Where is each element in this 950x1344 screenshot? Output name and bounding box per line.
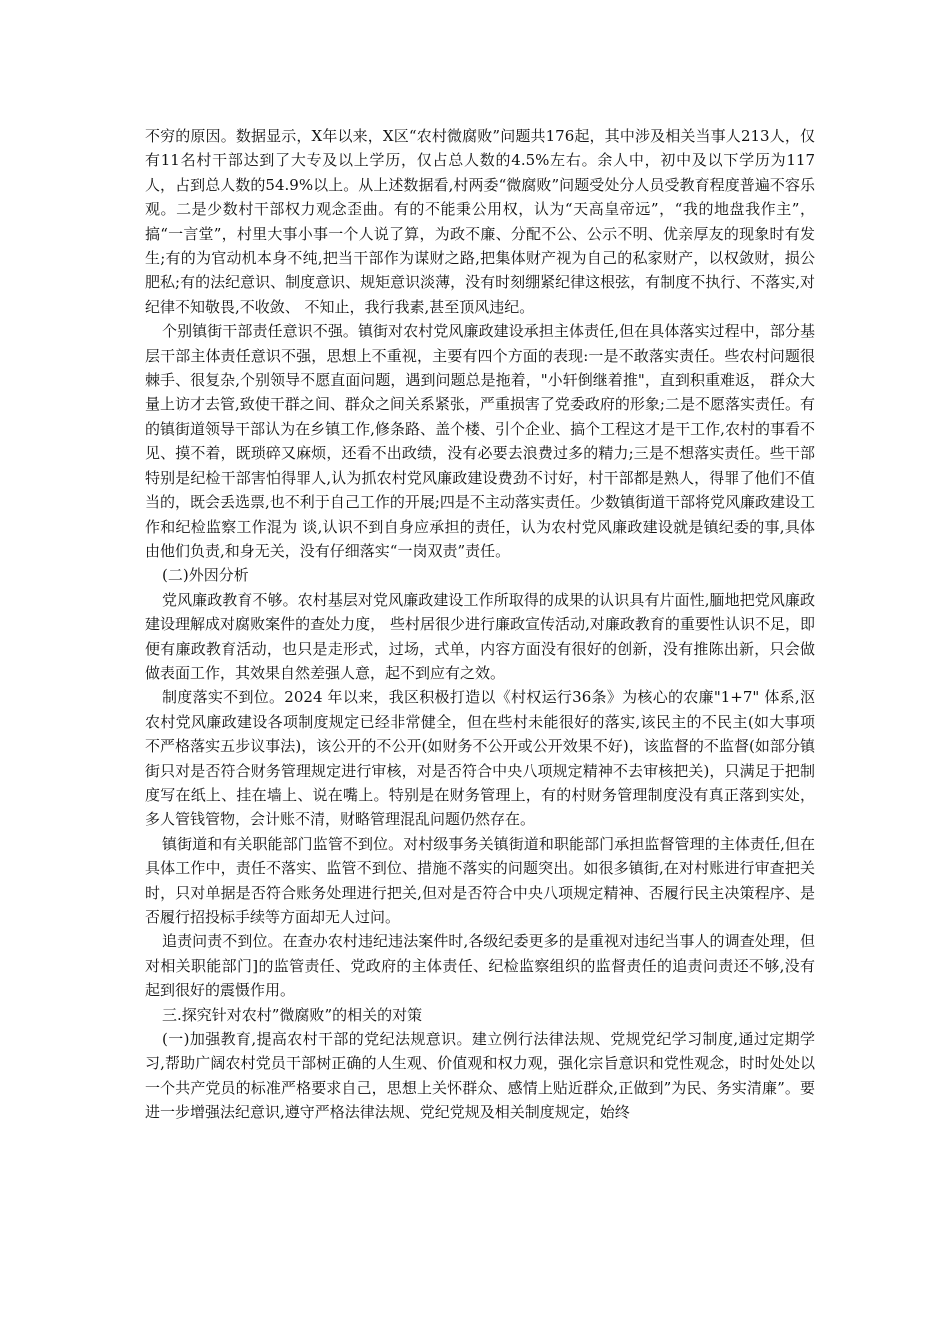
section-heading-countermeasures: 三.探究针对农村”微腐败”的相关的对策 bbox=[162, 1005, 423, 1024]
paragraph-6: 追责问责不到位。在查办农村违纪违法案件时,各级纪委更多的是重视对违纪当事人的调查处理，但对相关职能部门]的监管责任、党政府的主体责任、纪检监察组织的监督责任的追责问责还不够,没有起到很好的震慑作用。 bbox=[145, 932, 815, 1000]
paragraph-7: (一)加强教育,提高农村干部的党纪法规意识。建立例行法律法规、党规党纪学习制度,通过定期学习,帮助广阔农村党员干部树正确的人生观、价值观和权力观，强化宗旨意识和党性观念，时时处处以一个共产党员的标准严格要求自己，思想上关怀群众、感情上贴近群众,正做到”为民、务实清廉”。要进一步增强法纪意识,遵守严格法律法规、党纪党规及相关制度规定，始终 bbox=[145, 1030, 815, 1122]
paragraph-4: 制度落实不到位。2024 年以来，我区积极打造以《村权运行36条》为核心的农廉"1+7" 体系,沤农村党风廉政建设各项制度规定已经非常健全，但在些村未能很好的落实,该民主的不民主(如大事项不严格落实五步议事法)，该公开的不公开(如财务不公开或公开效果不好)，该监督的不监督(如部分镇街只对是否符合财务管理规定进行审核，对是否符合中央八项规定精神不去审核把关)，只满足于把制度写在纸上、挂在墙上、说在嘴上。特别是在财务管理上，有的村财务管理制度没有真正落到实处，多人管钱管物，会计账不清，财略管理混乱问题仍然存在。 bbox=[145, 688, 815, 829]
paragraph-5: 镇街道和有关职能部门监管不到位。对村级事务关镇街道和职能部门承担监督管理的主体责任,但在具体工作中，责任不落实、监管不到位、措施不落实的问题突出。如很多镇街,在对村账进行审查把关时，只对单据是否符合账务处理进行把关,但对是否符合中央八项规定精神、否履行民主决策程序、是否履行招投标手续等方面却无人过问。 bbox=[145, 834, 815, 926]
paragraph-2: 个别镇街干部责任意识不强。镇街对农村党风廉政建设承担主体责任,但在具体落实过程中，部分基层干部主体责任意识不强，思想上不重视，主要有四个方面的表现:一是不敢落实责任。些农村问题很棘手、很复杂,个别领导不愿直面问题，遇到问题总是拖着，"小轩倒继着推"，直到积重难返， 群众大量上访才去管,致使干群之间、群众之间关系紧张，严重损害了党委政府的形象;二是不愿落实责任。有的镇街道领导干部认为在乡镇工作,修条路、盖个楼、引个企业、搞个工程这才是干工作,农村的事看不见、摸不着，既琐碎又麻烦，还看不出政绩，没有必要去浪费过多的精力;三是不想落实责任。些干部特别是纪检干部害怕得罪人,认为抓农村党风廉政建设费劲不讨好，村干部都是熟人，得罪了他们不值当的，既会丢选票,也不利于自己工作的开展;四是不主动落实责任。少数镇街道干部将党风廉政建设工作和纪检监察工作混为 谈,认识不到自身应承担的责任，认为农村党风廉政建设就是镇纪委的事,具体由他们负责,和身无关，没有仔细落实“一岗双责”责任。 bbox=[145, 322, 815, 560]
paragraph-3: 党风廉政教育不够。农村基层对党风廉政建设工作所取得的成果的认识具有片面性,腼地把党风廉政建设理解成对腐败案件的查处力度， 些村居很少进行廉政宣传活动,对廉政教育的重要性认识不足，即便有廉政教育活动，也只是走形式，过场，式单，内容方面没有很好的创新，没有推陈出新，只会做做表面工作，其效果自然差强人意，起不到应有之效。 bbox=[145, 590, 815, 682]
paragraph-1: 不穷的原因。数据显示，X年以来，X区“农村微腐败”问题共176起，其中涉及相关当事人213人，仅有11名村干部达到了大专及以上学历，仅占总人数的4.5%左右。余人中，初中及以下学历为117人，占到总人数的54.9%以上。从上述数据看,村两委“微腐败”问题受处分人员受教育程度普遍不容乐观。二是少数村干部权力观念歪曲。有的不能秉公用权，认为“天高皇帝远”，“我的地盘我作主”，搞“一言堂”，村里大事小事一个人说了算，为政不廉、分配不公、公示不明、优亲厚友的现象时有发生;有的为官动机本身不纯,把当干部作为谋财之路,把集体财产视为自己的私家财产，以权敛财，损公肥私;有的法纪意识、制度意识、规矩意识淡薄，没有时刻绷紧纪律这根弦，有制度不执行、不落实,对纪律不知敬畏,不收敛、 不知止，我行我素,甚至顶风违纪。 bbox=[145, 127, 815, 316]
document-body bbox=[145, 124, 815, 1125]
section-heading-external-analysis: (二)外因分析 bbox=[162, 566, 249, 585]
